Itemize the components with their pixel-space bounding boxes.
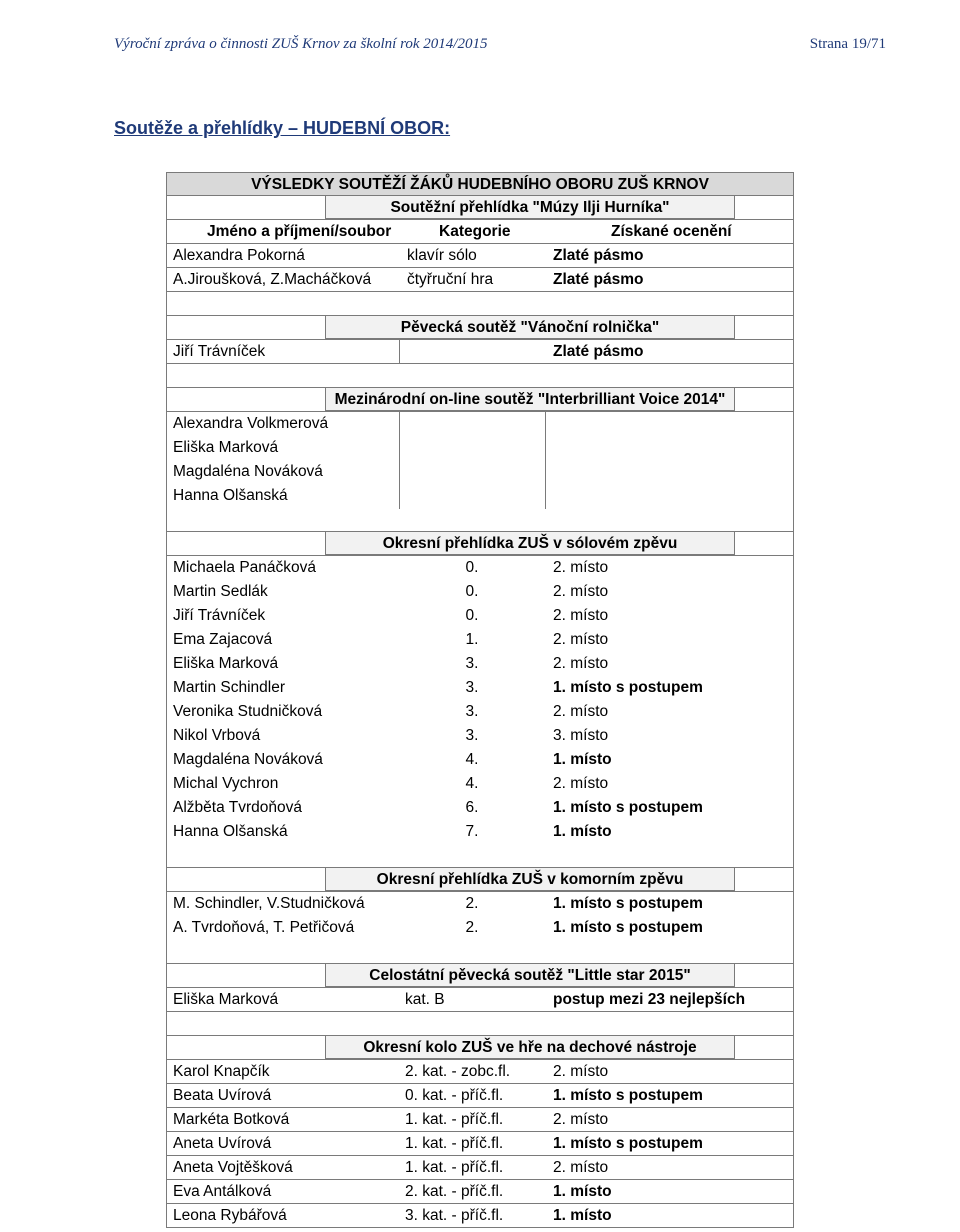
participant-award: 1. místo s postupem bbox=[553, 1135, 703, 1152]
participant-category: 0. bbox=[465, 559, 479, 576]
column-divider bbox=[399, 435, 400, 461]
table-row bbox=[166, 724, 794, 748]
participant-award: 1. místo s postupem bbox=[553, 679, 703, 696]
column-divider bbox=[545, 435, 546, 461]
participant-award: 2. místo bbox=[553, 1159, 609, 1176]
participant-name: Michal Vychron bbox=[173, 775, 279, 792]
column-divider bbox=[399, 483, 400, 509]
table-row bbox=[166, 700, 794, 724]
participant-award: Zlaté pásmo bbox=[553, 247, 644, 264]
table-row bbox=[166, 796, 794, 820]
participant-name: Veronika Studničková bbox=[173, 703, 323, 720]
page-number: Strana 19/71 bbox=[809, 36, 886, 52]
competition-title: Pěvecká soutěž "Vánoční rolnička" bbox=[325, 315, 735, 339]
competition-title: Celostátní pěvecká soutěž "Little star 2015" bbox=[325, 963, 735, 987]
table-row bbox=[166, 604, 794, 628]
spacer-row bbox=[166, 844, 794, 868]
table-row bbox=[166, 748, 794, 772]
participant-name: Beata Uvírová bbox=[173, 1087, 272, 1104]
participant-award: postup mezi 23 nejlepších bbox=[553, 991, 746, 1008]
table-row bbox=[166, 1180, 794, 1204]
table-row bbox=[166, 340, 794, 364]
competition-title-row bbox=[166, 532, 794, 556]
table-row bbox=[166, 268, 794, 292]
table-row bbox=[166, 1084, 794, 1108]
participant-category: 4. bbox=[465, 775, 479, 792]
table-row bbox=[166, 820, 794, 844]
table-row bbox=[166, 1060, 794, 1084]
competition-title-row bbox=[166, 868, 794, 892]
participant-name: M. Schindler, V.Studničková bbox=[173, 895, 365, 912]
participant-name: Eva Antálková bbox=[173, 1183, 272, 1200]
competition-title-row bbox=[166, 196, 794, 220]
column-divider bbox=[399, 339, 400, 364]
spacer-row bbox=[166, 364, 794, 388]
participant-category: 4. bbox=[465, 751, 479, 768]
participant-name: Aneta Uvírová bbox=[173, 1135, 272, 1152]
competition-title: Okresní přehlídka ZUŠ v komorním zpěvu bbox=[325, 867, 735, 891]
participant-category: čtyřruční hra bbox=[407, 271, 494, 288]
table-row bbox=[166, 1156, 794, 1180]
participant-category: 1. kat. - příč.fl. bbox=[405, 1135, 504, 1152]
participant-name: Magdaléna Nováková bbox=[173, 463, 323, 480]
column-header-row bbox=[166, 220, 794, 244]
column-divider bbox=[399, 411, 400, 437]
participant-category: 2. kat. - příč.fl. bbox=[405, 1183, 504, 1200]
column-divider bbox=[545, 459, 546, 485]
spacer-row bbox=[166, 1012, 794, 1036]
participant-name: Martin Sedlák bbox=[173, 583, 268, 600]
participant-name: Martin Schindler bbox=[173, 679, 285, 696]
competition-title: Okresní přehlídka ZUŠ v sólovém zpěvu bbox=[325, 531, 735, 555]
competition-title: Okresní kolo ZUŠ ve hře na dechové nástroje bbox=[325, 1035, 735, 1059]
spacer-row bbox=[166, 292, 794, 316]
competition-title-row bbox=[166, 964, 794, 988]
participant-award: 2. místo bbox=[553, 583, 609, 600]
participant-category: 3. kat. - příč.fl. bbox=[405, 1207, 504, 1224]
results-table bbox=[166, 172, 794, 1228]
participant-category: kat. B bbox=[405, 991, 445, 1008]
competition-title-row bbox=[166, 388, 794, 412]
participant-name: A. Tvrdoňová, T. Petřičová bbox=[173, 919, 355, 936]
column-divider bbox=[399, 459, 400, 485]
participant-award: 2. místo bbox=[553, 1111, 609, 1128]
participant-name: Ema Zajacová bbox=[173, 631, 273, 648]
participant-award: 2. místo bbox=[553, 703, 609, 720]
participant-name: Leona Rybářová bbox=[173, 1207, 287, 1224]
participant-category: klavír sólo bbox=[407, 247, 477, 264]
participant-category: 2. bbox=[465, 919, 479, 936]
section-title: Soutěže a přehlídky – HUDEBNÍ OBOR: bbox=[114, 118, 451, 138]
participant-name: Jiří Trávníček bbox=[173, 607, 266, 624]
column-header-name: Jméno a příjmení/soubor bbox=[207, 223, 392, 240]
table-row bbox=[166, 652, 794, 676]
competition-title-row bbox=[166, 1036, 794, 1060]
participant-award: 1. místo s postupem bbox=[553, 799, 703, 816]
competition-title-row bbox=[166, 316, 794, 340]
table-main-title: VÝSLEDKY SOUTĚŽÍ ŽÁKŮ HUDEBNÍHO OBORU ZUŠ KRNOV bbox=[166, 172, 794, 196]
participant-name: Aneta Vojtěšková bbox=[173, 1159, 293, 1176]
table-row bbox=[166, 676, 794, 700]
participant-category: 3. bbox=[465, 679, 479, 696]
participant-category: 3. bbox=[465, 655, 479, 672]
table-row bbox=[166, 556, 794, 580]
participant-category: 0. bbox=[465, 607, 479, 624]
table-row bbox=[166, 412, 794, 436]
table-row bbox=[166, 988, 794, 1012]
competition-title: Soutěžní přehlídka "Múzy Ilji Hurníka" bbox=[325, 195, 735, 219]
page-header-left: Výroční zpráva o činnosti ZUŠ Krnov za školní rok 2014/2015 bbox=[114, 36, 488, 52]
participant-award: 1. místo bbox=[553, 751, 612, 768]
table-row bbox=[166, 772, 794, 796]
participant-name: Hanna Olšanská bbox=[173, 823, 288, 840]
participant-category: 0. kat. - příč.fl. bbox=[405, 1087, 504, 1104]
participant-name: Alžběta Tvrdoňová bbox=[173, 799, 302, 816]
participant-award: 1. místo bbox=[553, 1207, 612, 1224]
participant-category: 3. bbox=[465, 703, 479, 720]
participant-award: 1. místo s postupem bbox=[553, 919, 703, 936]
participant-name: Alexandra Pokorná bbox=[173, 247, 305, 264]
participant-name: Eliška Marková bbox=[173, 991, 279, 1008]
participant-award: 1. místo s postupem bbox=[553, 895, 703, 912]
participant-award: Zlaté pásmo bbox=[553, 271, 644, 288]
table-row bbox=[166, 916, 794, 940]
table-row bbox=[166, 484, 794, 508]
participant-name: Eliška Marková bbox=[173, 439, 279, 456]
table-row bbox=[166, 1108, 794, 1132]
participant-name: Hanna Olšanská bbox=[173, 487, 288, 504]
participant-name: Michaela Panáčková bbox=[173, 559, 317, 576]
competition-title: Mezinárodní on-line soutěž "Interbrilliant Voice 2014" bbox=[325, 387, 735, 411]
column-header-award: Získané ocenění bbox=[611, 223, 732, 240]
participant-category: 0. bbox=[465, 583, 479, 600]
participant-category: 7. bbox=[465, 823, 479, 840]
participant-award: 2. místo bbox=[553, 775, 609, 792]
participant-award: 2. místo bbox=[553, 607, 609, 624]
participant-name: Eliška Marková bbox=[173, 655, 279, 672]
participant-award: 1. místo bbox=[553, 1183, 612, 1200]
participant-award: 1. místo s postupem bbox=[553, 1087, 703, 1104]
spacer-row bbox=[166, 940, 794, 964]
participant-category: 1. kat. - příč.fl. bbox=[405, 1159, 504, 1176]
table-row bbox=[166, 436, 794, 460]
participant-category: 1. bbox=[465, 631, 479, 648]
participant-category: 2. kat. - zobc.fl. bbox=[405, 1063, 511, 1080]
table-row bbox=[166, 1204, 794, 1228]
participant-award: Zlaté pásmo bbox=[553, 343, 644, 360]
table-row bbox=[166, 1132, 794, 1156]
column-divider bbox=[545, 483, 546, 509]
participant-name: Alexandra Volkmerová bbox=[173, 415, 329, 432]
table-row bbox=[166, 460, 794, 484]
table-row bbox=[166, 892, 794, 916]
participant-name: Nikol Vrbová bbox=[173, 727, 261, 744]
table-row bbox=[166, 580, 794, 604]
participant-award: 3. místo bbox=[553, 727, 609, 744]
participant-category: 3. bbox=[465, 727, 479, 744]
column-divider bbox=[545, 411, 546, 437]
participant-name: A.Jiroušková, Z.Macháčková bbox=[173, 271, 372, 288]
table-row bbox=[166, 244, 794, 268]
participant-category: 1. kat. - příč.fl. bbox=[405, 1111, 504, 1128]
spacer-row bbox=[166, 508, 794, 532]
table-row bbox=[166, 628, 794, 652]
column-header-category: Kategorie bbox=[439, 223, 511, 240]
participant-name: Jiří Trávníček bbox=[173, 343, 266, 360]
participant-category: 2. bbox=[465, 895, 479, 912]
participant-name: Markéta Botková bbox=[173, 1111, 290, 1128]
participant-name: Magdaléna Nováková bbox=[173, 751, 323, 768]
participant-category: 6. bbox=[465, 799, 479, 816]
participant-name: Karol Knapčík bbox=[173, 1063, 270, 1080]
participant-award: 2. místo bbox=[553, 655, 609, 672]
participant-award: 2. místo bbox=[553, 1063, 609, 1080]
participant-award: 2. místo bbox=[553, 631, 609, 648]
participant-award: 2. místo bbox=[553, 559, 609, 576]
participant-award: 1. místo bbox=[553, 823, 612, 840]
